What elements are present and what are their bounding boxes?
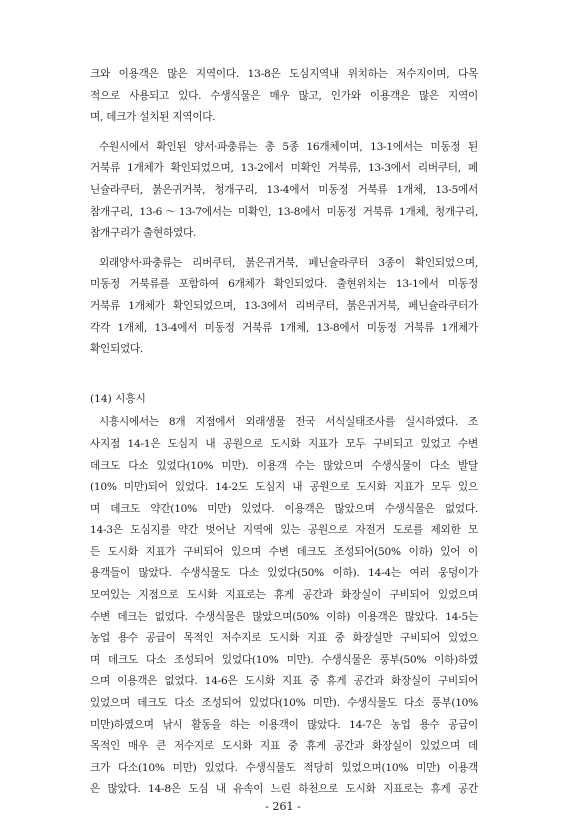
paragraph-3 <box>90 253 478 361</box>
text-line: 수원시에서 확인된 양서·파충류는 총 5종 16개체이며, 13-1에서는 미동정 된 <box>99 140 478 153</box>
text-line: 참개구리가 출현하였다. <box>90 227 197 240</box>
text-line: 데크도 다소 있었다(10% 미만). 이용객 수는 많았으며 수생식물이 다소 발달 <box>90 459 478 472</box>
text-line: 거북류 1개체가 확인되었으며, 13-3에서 리버쿠터, 붉은귀거북, 페닌슐라쿠터가 <box>90 299 478 312</box>
text-line: 적으로 사용되고 있다. 수생식물은 매우 많고, 인가와 이용객은 많은 지역이 <box>90 89 478 102</box>
text-line: 닌슐라쿠터, 붉은귀거북, 청개구리, 13-4에서 미동정 거북류 1개체, 13-5에서 <box>90 183 478 196</box>
paragraph-4 <box>90 412 478 801</box>
text-line: 으며 이용객은 없었다. 14-6은 도시화 지표 중 휴게 공간과 화장실이 구비되어 <box>90 675 478 688</box>
section-heading: (14) 시흥시 <box>90 392 146 405</box>
text-line: 용객들이 많았다. 수생식물도 다소 있었다(50% 이하). 14-4는 여러 웅덩이가 <box>90 567 478 580</box>
text-line: 며, 데크가 설치된 지역이다. <box>90 111 216 124</box>
text-line: 외래양서·파충류는 리버쿠터, 붉은귀거북, 페닌슐라쿠터 3종이 확인되었으며, <box>99 256 478 269</box>
text-line: 며 데크도 다소 조성되어 있었다(10% 미만). 수생식물은 풍부(50% 이하)하였 <box>90 653 478 666</box>
text-line: 크가 다소(10% 미만) 있었다. 수생식물도 적당히 있었으며(10% 미만) 이용객 <box>90 761 478 774</box>
text-line: 시흥시에서는 8개 지점에서 외래생물 전국 서식실태조사를 실시하였다. 조 <box>99 416 478 429</box>
text-line: 든 도시화 지표가 구비되어 있으며 수변 데크도 조성되어(50% 이하) 있어 이 <box>90 545 478 558</box>
text-line: 참개구리, 13-6～13-7에서는 미확인, 13-8에서 미동정 거북류 1개체, 청개구리, <box>90 205 478 218</box>
text-line: 있었으며 데크도 다소 조성되어 있었다(10% 미만). 수생식물도 다소 풍부(10% <box>90 697 478 710</box>
text-line: 사지점 14-1은 도심지 내 공원으로 도시화 지표가 모두 구비되고 있었고 수변 <box>90 437 478 450</box>
text-line: 각각 1개체, 13-4에서 미동정 거북류 1개체, 13-8에서 미동정 거북류 1개체가 <box>90 321 478 334</box>
paragraph-1 <box>90 64 478 129</box>
text-line: 은 많았다. 14-8은 도심 내 유속이 느린 하천으로 도시화 지표로는 휴게 공간 <box>90 783 478 796</box>
text-line: 농업 용수 공급이 목적인 저수지로 도시화 지표 중 화장실만 구비되어 있었으 <box>90 632 478 645</box>
text-line: 확인되었다. <box>90 343 144 356</box>
text-line: (10% 미만)되어 있었다. 14-2도 도심지 내 공원으로 도시화 지표가 모두 있으 <box>90 481 478 494</box>
text-line: 크와 이용객은 많은 지역이다. 13-8은 도심지역내 위치하는 저수지이며, 다목 <box>90 68 478 80</box>
text-line: 거북류 1개체가 확인되었으며, 13-2에서 미확인 거북류, 13-3에서 리버쿠터, 페 <box>90 162 478 175</box>
page-body <box>90 64 478 809</box>
text-line: 미동정 거북류를 포함하여 6개체가 확인되었다. 출현위치는 13-1에서 미동정 <box>90 278 478 291</box>
text-line: 모여있는 지점으로 도시화 지표로는 휴게 공간과 화장실이 구비되어 있었으며 <box>90 589 478 602</box>
text-line: 미만)하였으며 낚시 활동을 하는 이용객이 많았다. 14-7은 농업 용수 공급이 <box>90 718 478 731</box>
text-line: 목적인 매우 큰 저수지로 도시화 지표 중 휴게 공간과 화장실이 있었으며 데 <box>90 740 478 753</box>
text-line: 수변 데크는 없었다. 수생식물은 많았으며(50% 이하) 이용객은 많았다. 14-5는 <box>90 610 478 623</box>
paragraph-2 <box>90 137 478 245</box>
text-line: 14-3은 도심지를 약간 벗어난 지역에 있는 공원으로 자전거 도로를 제외한 모 <box>90 524 478 537</box>
text-line: 며 데크도 약간(10% 미만) 있었다. 이용객은 많았으며 수생식물은 없었다. <box>90 502 478 515</box>
page-number: - 261 - <box>265 800 301 813</box>
